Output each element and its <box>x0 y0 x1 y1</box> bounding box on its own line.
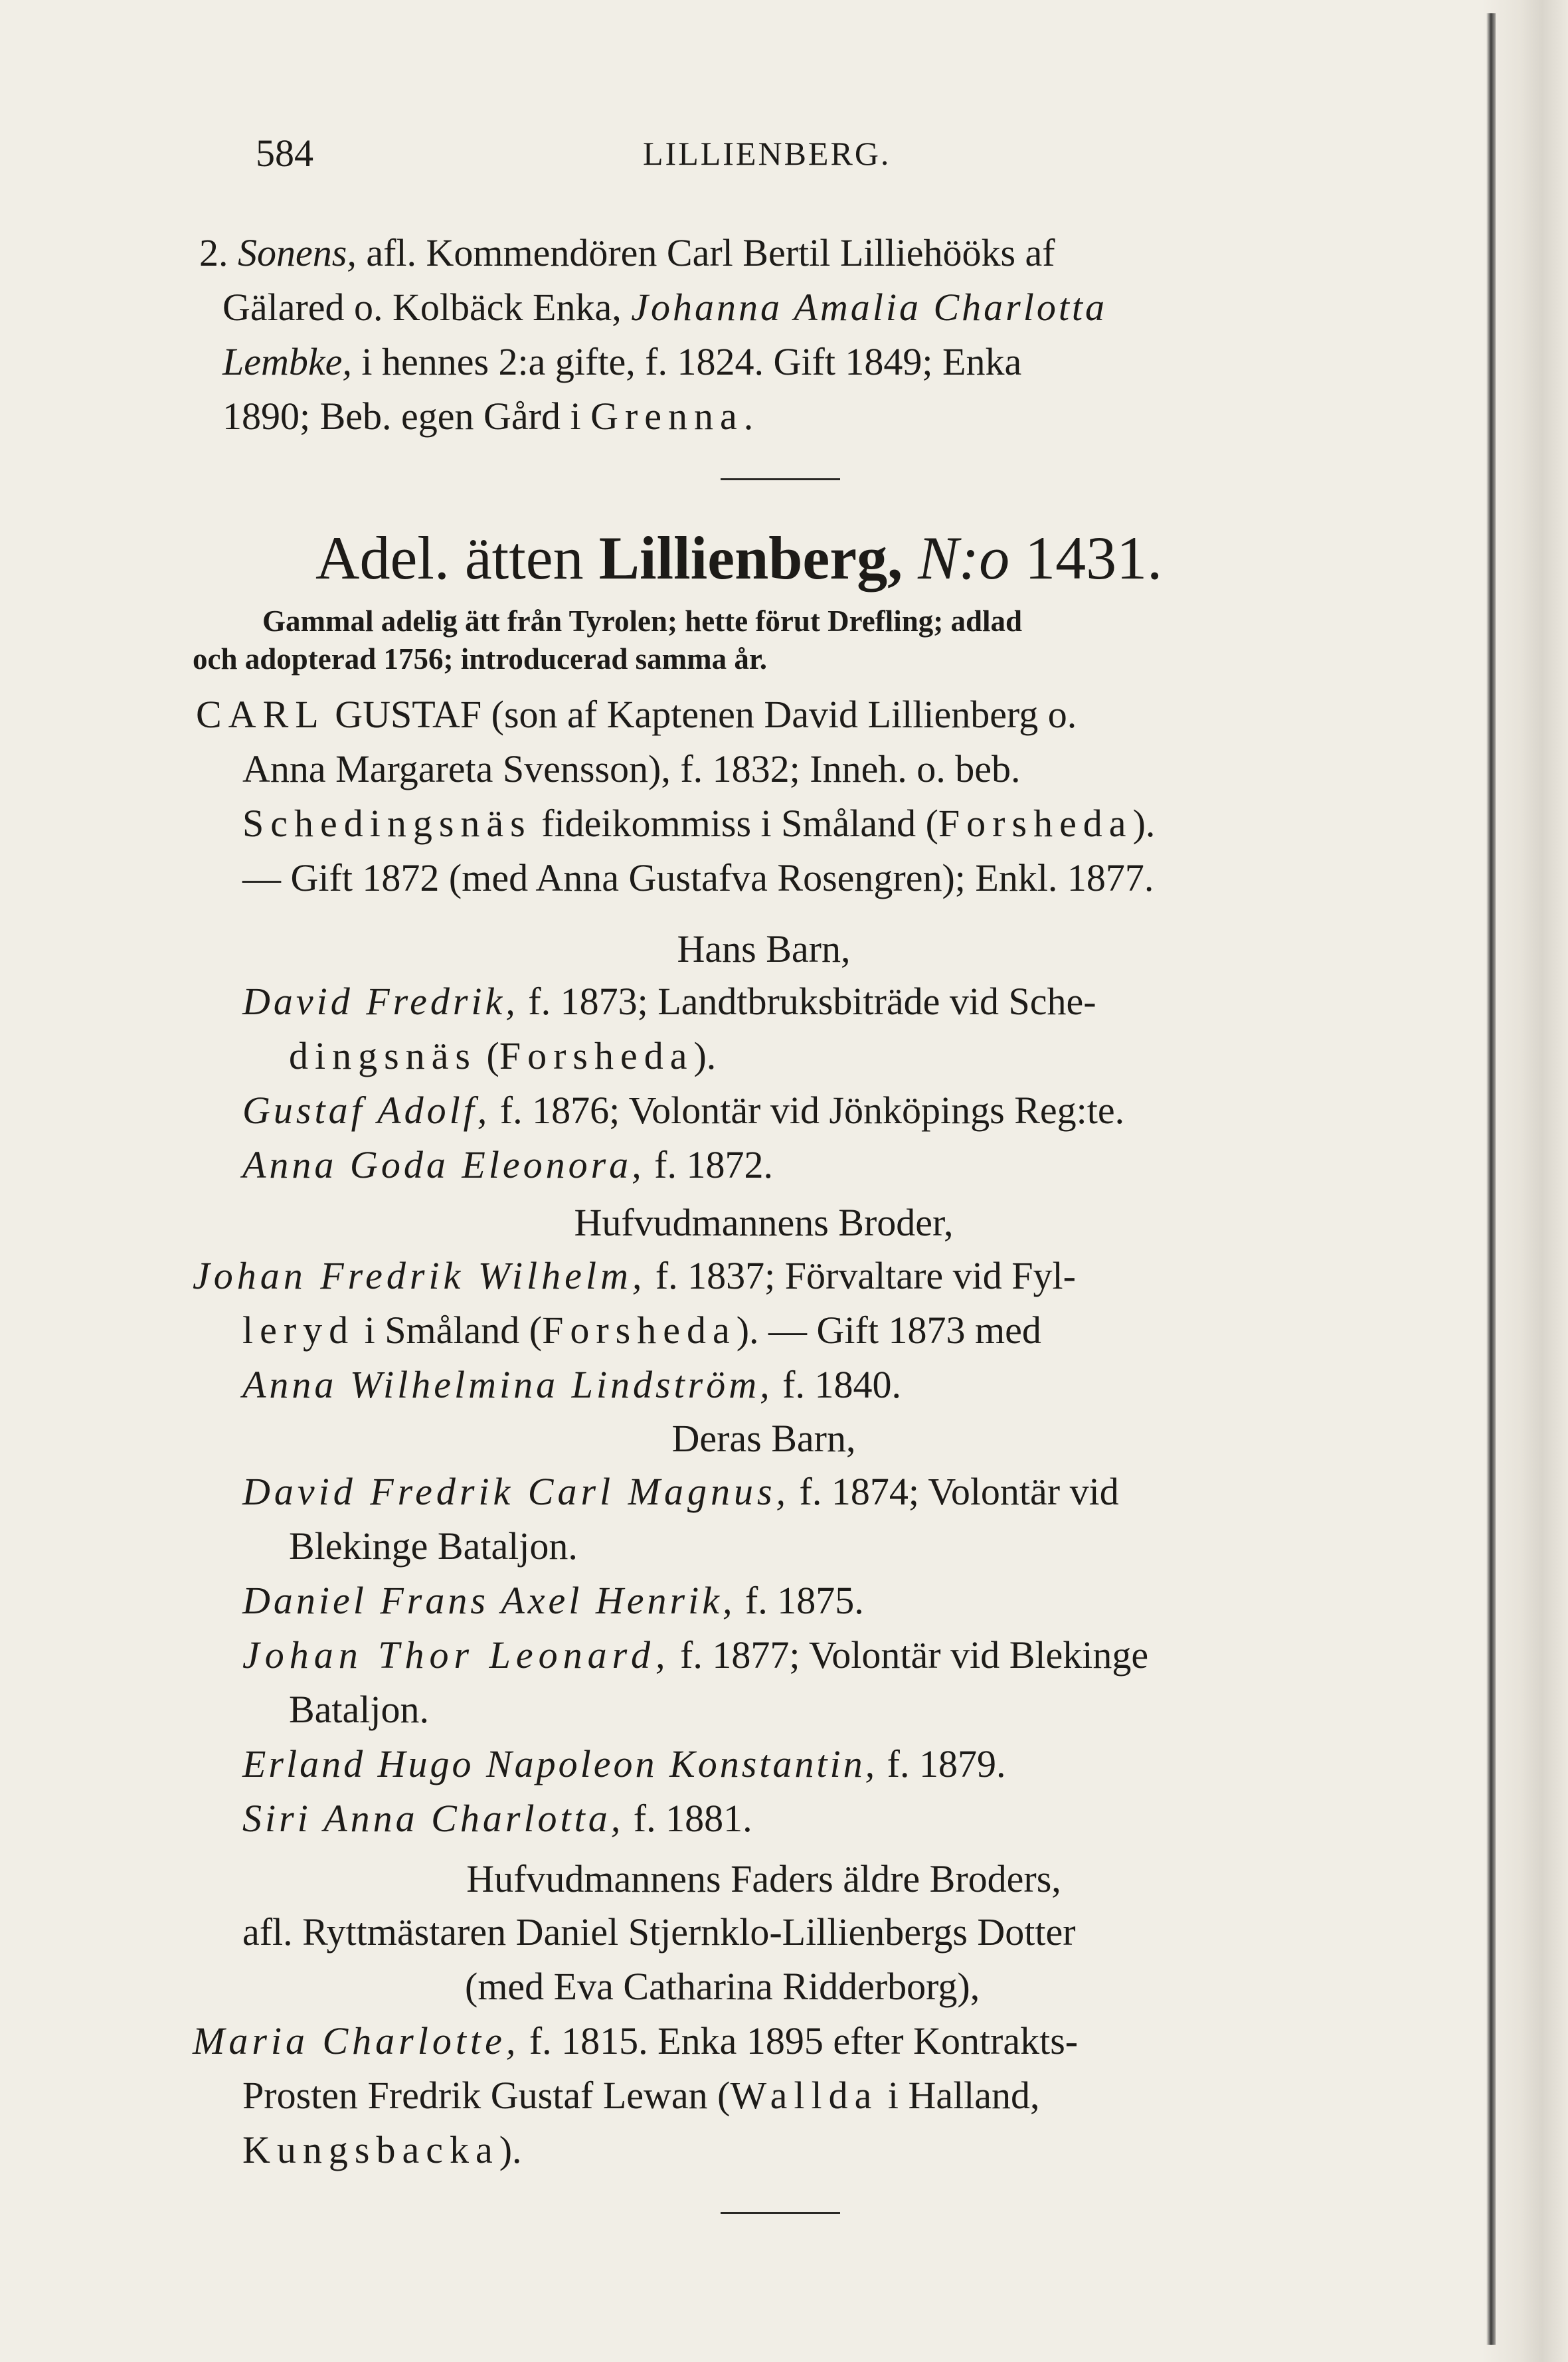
child-name: David Fredrik, <box>242 980 519 1023</box>
elder-text: Prosten Fredrik Gustaf Lewan ( <box>242 2074 731 2117</box>
prev-entry-line-3 <box>222 335 1568 389</box>
their-child-1-cont: Blekinge Bataljon. <box>289 1524 578 1568</box>
child-text: f. 1879. <box>877 1742 1006 1785</box>
heading-prefix: Adel. ätten <box>315 524 599 592</box>
elder-line-3 <box>193 2014 1568 2068</box>
head-text: GUSTAF (son af Kaptenen David Lillienberg o. <box>325 693 1077 736</box>
prev-spaced: Grenna. <box>590 395 760 438</box>
child-1-cont <box>289 1029 1568 1083</box>
brother-text: f. 1837; Förvaltare vid Fyl- <box>646 1254 1076 1297</box>
elder-line-2: (med Eva Catharina Ridderborg), <box>465 1965 980 2008</box>
head-line-2: Anna Margareta Svensson), f. 1832; Inneh. o. beb. <box>242 747 1021 790</box>
place-spaced: Forsheda <box>542 1309 737 1352</box>
child-name: Gustaf Adolf, <box>242 1089 491 1132</box>
elder-text: f. 1815. Enka 1895 efter Kontrakts- <box>519 2019 1079 2062</box>
intro-line-1: Gammal adelig ätt från Tyrolen; hette förut Drefling; adlad <box>262 604 1023 638</box>
elder-text: i Halland, <box>878 2074 1040 2117</box>
prev-italic: Sonens, <box>238 231 357 274</box>
child-text: f. 1874; Volontär vid <box>790 1470 1119 1513</box>
head-text: fideikommiss i Småland ( <box>531 802 938 845</box>
child-1 <box>242 974 1568 1029</box>
running-title: LILLIENBERG. <box>643 135 891 172</box>
brother-line-2 <box>242 1303 1568 1358</box>
their-child-5 <box>242 1791 1568 1846</box>
prev-text: afl. Kommendören Carl Bertil Lilliehööks af <box>356 231 1055 274</box>
brother-text: ). — Gift 1873 med <box>736 1309 1041 1352</box>
their-child-3-cont: Bataljon. <box>289 1688 430 1731</box>
child-2 <box>242 1083 1568 1138</box>
prev-text: Gälared o. Kolbäck Enka, <box>222 286 632 329</box>
child-name: Anna Goda Eleonora, <box>242 1143 645 1186</box>
heading-no: N:o <box>903 524 1010 592</box>
brother-heading: Hufvudmannens Broder, <box>574 1201 954 1244</box>
heading-name: Lillienberg, <box>598 524 903 592</box>
elder-line-1: afl. Ryttmästaren Daniel Stjernklo-Lillienbergs Dotter <box>242 1910 1076 1953</box>
place-spaced: Schedingsnäs <box>242 802 532 845</box>
child-name: Siri Anna Charlotta, <box>242 1797 624 1840</box>
child-text: f. 1876; Volontär vid Jönköpings Reg:te. <box>490 1089 1125 1132</box>
brother-text: f. 1840. <box>772 1363 901 1406</box>
brother-name: Johan Fredrik Wilhelm, <box>193 1254 646 1297</box>
elder-text: ). <box>499 2128 522 2171</box>
prev-entry-line-4 <box>222 389 1568 444</box>
place-spaced: Wallda <box>730 2074 879 2117</box>
their-child-3 <box>242 1628 1568 1682</box>
divider <box>721 478 840 480</box>
their-child-1 <box>242 1465 1568 1519</box>
child-text: ). <box>693 1034 717 1077</box>
entry-number: 2. <box>199 231 228 274</box>
place-spaced: leryd <box>242 1309 355 1352</box>
prev-italic: Lembke, <box>222 340 352 383</box>
prev-entry-line-1 <box>199 226 1568 280</box>
head-name: CARL <box>196 693 325 736</box>
elder-line-4 <box>242 2068 1568 2123</box>
head-text: ). <box>1132 802 1156 845</box>
child-text: f. 1881. <box>624 1797 752 1840</box>
prev-italic: Johanna Amalia Charlotta <box>631 286 1108 329</box>
prev-text: i hennes 2:a gifte, f. 1824. Gift 1849; Enka <box>351 340 1022 383</box>
place-spaced: dingsnäs <box>289 1034 477 1077</box>
daughter-name: Maria Charlotte, <box>193 2019 520 2062</box>
head-line-1 <box>196 687 1568 742</box>
spouse-name: Anna Wilhelmina Lindström, <box>242 1363 773 1406</box>
child-text: ( <box>477 1034 499 1077</box>
their-child-4 <box>242 1737 1568 1791</box>
child-3 <box>242 1138 1568 1192</box>
their-child-2 <box>242 1574 1568 1628</box>
intro-line-2: och adopterad 1756; introducerad samma år. <box>193 642 767 676</box>
place-spaced: Forsheda <box>938 802 1133 845</box>
brother-text: i Småland ( <box>355 1309 543 1352</box>
children-heading: Hans Barn, <box>677 927 851 970</box>
prev-text: 1890; Beb. egen Gård i <box>222 395 591 438</box>
child-name: Daniel Frans Axel Henrik, <box>242 1579 736 1622</box>
family-heading <box>315 518 1568 598</box>
child-name: Johan Thor Leonard, <box>242 1633 671 1677</box>
child-name: David Fredrik Carl Magnus, <box>242 1470 790 1513</box>
prev-entry-line-2 <box>222 280 1568 335</box>
heading-number: 1431. <box>1009 524 1163 592</box>
head-line-4: — Gift 1872 (med Anna Gustafva Rosengren); Enkl. 1877. <box>242 856 1154 899</box>
child-name: Erland Hugo Napoleon Konstantin, <box>242 1742 878 1785</box>
child-text: f. 1877; Volontär vid Blekinge <box>670 1633 1149 1677</box>
child-text: f. 1873; Landtbruksbiträde vid Sche- <box>518 980 1096 1023</box>
brother-line-3 <box>242 1358 1568 1412</box>
page-number: 584 <box>256 132 313 175</box>
divider <box>721 2212 840 2214</box>
place-spaced: Kungsbacka <box>242 2128 499 2171</box>
child-text: f. 1875. <box>735 1579 864 1622</box>
elder-heading: Hufvudmannens Faders äldre Broders, <box>466 1857 1061 1900</box>
head-line-3 <box>242 796 1568 851</box>
child-text: f. 1872. <box>644 1143 773 1186</box>
brother-line-1 <box>193 1249 1568 1303</box>
place-spaced: Forsheda <box>499 1034 694 1077</box>
elder-line-5 <box>242 2123 1568 2177</box>
their-children-heading: Deras Barn, <box>671 1417 856 1460</box>
